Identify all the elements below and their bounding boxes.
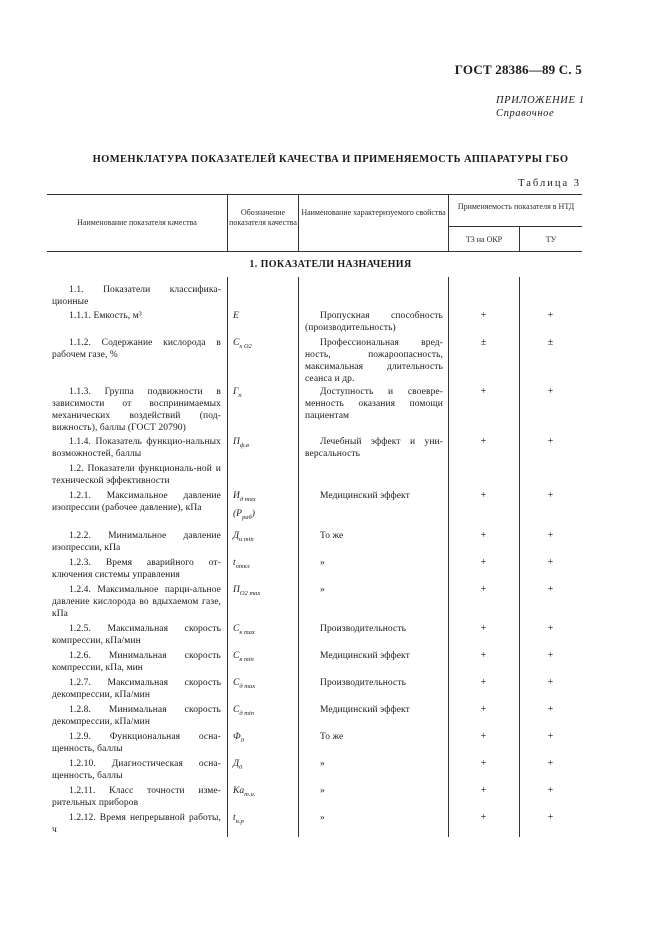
row-tz-okr: +	[480, 386, 487, 397]
col-header-applicability: Применяемость показателя в НТД	[457, 202, 575, 211]
row-symbol: $Д_{и min}$	[233, 531, 254, 543]
table-top-rule	[47, 194, 582, 195]
row-tu: +	[547, 758, 554, 769]
header-divider-2	[298, 194, 299, 251]
body-divider-2	[298, 277, 299, 837]
row-tz-okr: +	[480, 650, 487, 661]
table-number: Таблица 3	[518, 178, 581, 189]
col-header-designation: Обозначение показателя качества	[229, 208, 297, 227]
row-tz-okr: +	[480, 731, 487, 742]
row-tu: +	[547, 490, 554, 501]
row-property: »	[320, 813, 325, 823]
row-symbol: $t_{откл}$	[233, 558, 250, 570]
row-name: 1.2.1. Максимальное давление изопрессии (рабочее давление), кПа	[52, 491, 221, 513]
row-tz-okr: +	[480, 704, 487, 715]
row-symbol: $C_{x O2}$	[233, 338, 252, 350]
row-tz-okr: ±	[480, 337, 487, 348]
row-symbol: $C_{д max}$	[233, 678, 256, 690]
row-property: »	[320, 786, 325, 796]
document-reference: ГОСТ 28386—89 С. 5	[454, 62, 582, 77]
row-symbol: $Ф_0$	[233, 732, 244, 744]
row-tz-okr: +	[480, 584, 487, 595]
row-name: 1.2.9. Функциональная осна-щенность, баллы	[52, 732, 221, 754]
row-symbol: $t_{н.р}$	[233, 813, 244, 825]
row-property: Лечебный эффект и уни-версальность	[305, 437, 443, 459]
row-property: Производительность	[320, 624, 407, 634]
row-tu: +	[547, 530, 554, 541]
row-property: То же	[320, 732, 344, 742]
row-property: Производительность	[320, 678, 407, 688]
row-property: То же	[320, 531, 344, 541]
row-name: 1.2.4. Максимальное парци-альное давление кислорода во вдыхаемом газе, кПа	[52, 585, 221, 619]
row-tu: +	[547, 704, 554, 715]
row-name: 1.2. Показатели функциональ-ной и технической эффективности	[52, 464, 221, 486]
row-symbol: $И_{д max}$ $(P_{раб})$	[233, 491, 256, 521]
row-property: Профессиональная вред-ность, пожароопасность, максимальная длительность сеанса и др.	[305, 338, 443, 384]
appendix-label: ПРИЛОЖЕНИЕ 1	[496, 95, 585, 106]
row-name: 1.1. Показатели классифика-ционные	[52, 285, 221, 307]
row-tz-okr: +	[480, 623, 487, 634]
row-symbol: $C_{д min}$	[233, 705, 255, 717]
row-tu: +	[547, 310, 554, 321]
col-header-tz-okr: ТЗ на ОКР	[465, 235, 503, 244]
section-title: 1. ПОКАЗАТЕЛИ НАЗНАЧЕНИЯ	[249, 259, 412, 270]
row-tz-okr: +	[480, 785, 487, 796]
row-tz-okr: +	[480, 490, 487, 501]
row-name: 1.1.3. Группа подвижности в зависимости от воспринимаемых механических воздействий (под-вижность), баллы (ГОСТ 20790)	[52, 387, 221, 433]
row-property: Пропускная способность (производительность)	[305, 311, 443, 333]
row-tz-okr: +	[480, 530, 487, 541]
row-name: 1.2.12. Время непрерывной работы, ч	[52, 813, 221, 835]
row-tu: +	[547, 650, 554, 661]
row-property: Медицинский эффект	[320, 705, 410, 715]
row-name: 1.1.4. Показатель функцио-нальных возможностей, баллы	[52, 437, 221, 459]
row-tu: +	[547, 785, 554, 796]
row-property: »	[320, 585, 325, 595]
row-symbol: $П_{ф.в}$	[233, 437, 249, 449]
row-symbol: $C_{к min}$	[233, 651, 254, 663]
row-tu: +	[547, 677, 554, 688]
table-header-rule	[47, 251, 582, 252]
row-tz-okr: +	[480, 758, 487, 769]
row-property: »	[320, 558, 325, 568]
row-name: 1.2.6. Минимальная скорость компрессии, кПа, мин	[52, 651, 221, 673]
row-tu: ±	[547, 337, 554, 348]
row-name: 1.2.2. Минимальное давление изопрессии, кПа	[52, 531, 221, 553]
row-tu: +	[547, 436, 554, 447]
row-tz-okr: +	[480, 436, 487, 447]
row-name: 1.1.2. Содержание кислорода в рабочем газе, %	[52, 338, 221, 360]
col-header-name: Наименование показателя качества	[77, 218, 197, 227]
page-title: НОМЕНКЛАТУРА ПОКАЗАТЕЛЕЙ КАЧЕСТВА И ПРИМЕНЯЕМОСТЬ АППАРАТУРЫ ГБО	[92, 154, 569, 165]
appendix-type: Справочное	[496, 108, 555, 119]
row-symbol: $Ka_{т.и.}$	[233, 786, 256, 798]
row-property: »	[320, 759, 325, 769]
col-header-tu: ТУ	[545, 235, 557, 244]
row-tu: +	[547, 386, 554, 397]
row-symbol: $C_{к max}$	[233, 624, 255, 636]
row-tz-okr: +	[480, 310, 487, 321]
body-divider-1	[227, 277, 228, 837]
row-tu: +	[547, 812, 554, 823]
row-name: 1.2.10. Диагностическая осна-щенность, баллы	[52, 759, 221, 781]
row-name: 1.2.8. Минимальная скорость декомпрессии, кПа/мин	[52, 705, 221, 727]
row-tz-okr: +	[480, 557, 487, 568]
applicability-subrule	[448, 226, 582, 227]
col-header-property: Наименование характеризуемого свойства	[301, 208, 446, 217]
row-tu: +	[547, 557, 554, 568]
row-tz-okr: +	[480, 677, 487, 688]
row-symbol: $Г_п$	[233, 387, 242, 399]
row-tz-okr: +	[480, 812, 487, 823]
row-symbol: $Д_0$	[233, 759, 243, 771]
row-name: 1.2.5. Максимальная скорость компрессии, кПа/мин	[52, 624, 221, 646]
row-symbol: $П_{O2 max}$	[233, 585, 261, 597]
row-name: 1.2.3. Время аварийного от-ключения системы управления	[52, 558, 221, 580]
row-name: 1.2.11. Класс точности изме-рительных приборов	[52, 786, 221, 808]
row-tu: +	[547, 731, 554, 742]
header-divider-1	[227, 194, 228, 251]
row-tu: +	[547, 623, 554, 634]
row-property: Медицинский эффект	[320, 651, 410, 661]
row-tu: +	[547, 584, 554, 595]
row-name: 1.1.1. Емкость, м³	[69, 311, 142, 321]
row-property: Медицинский эффект	[320, 491, 410, 501]
row-symbol: E	[233, 311, 239, 321]
appendix-block	[496, 94, 585, 120]
row-property: Доступность и своевре-менность оказания помощи пациентам	[305, 387, 443, 421]
row-name: 1.2.7. Максимальная скорость декомпрессии, кПа/мин	[52, 678, 221, 700]
